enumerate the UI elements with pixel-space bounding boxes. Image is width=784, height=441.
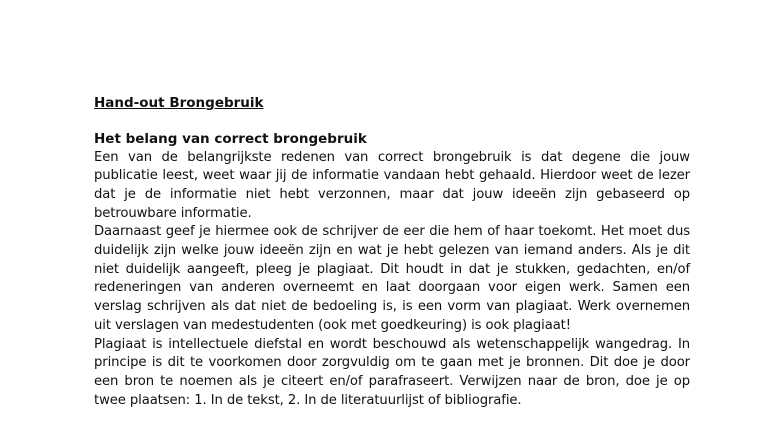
paragraph-plagiarism-prevention: Plagiaat is intellectuele diefstal en wordt beschouwd als wetenschappelijk wangedrag. In principe is dit te voorkomen door zorgvuldig om te gaan met je bronnen. Dit doe je door een bron te noemen als je citeert en/of parafraseert. Verwijzen naar de bron, doe je op twee plaatsen: 1. In de tekst, 2. In de literatuurlijst of bibliografie. [94, 336, 690, 408]
document-body [94, 94, 690, 410]
document-title: Hand-out Brongebruik [94, 95, 264, 111]
paragraph-plagiarism-definition: Daarnaast geef je hiermee ook de schrijver de eer die hem of haar toekomt. Het moet dus duidelijk zijn welke jouw ideeën zijn en wat je hebt gelezen van iemand anders. Als je dit niet duidelijk aangeeft, pleeg je plagiaat. Dit houdt in dat je stukken, gedachten, en/of redeneringen van anderen overneemt en laat doorgaan voor eigen werk. Samen een verslag schrijven als dat niet de bedoeling is, is een vorm van plagiaat. Werk overnemen uit verslagen van medestudenten (ook met goedkeuring) is ook plagiaat! [94, 224, 690, 333]
section-heading: Het belang van correct brongebruik [94, 131, 367, 147]
paragraph-publication: Een van de belangrijkste redenen van correct brongebruik is dat degene die jouw publicatie leest, weet waar jij de informatie vandaan hebt gehaald. Hierdoor weet de lezer dat je de informatie niet hebt verzonnen, maar dat jouw ideeën zijn gebaseerd op betrouwbare informatie. [94, 149, 690, 221]
